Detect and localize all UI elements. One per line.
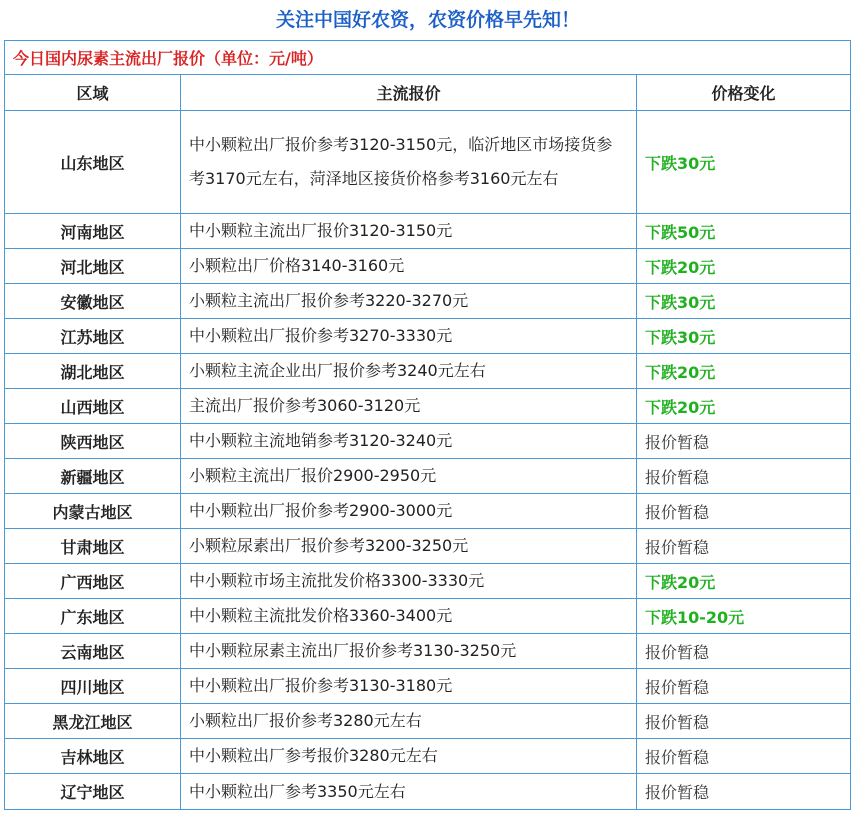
region-cell: 云南地区 xyxy=(5,634,181,669)
quote-cell: 中小颗粒出厂报价参考3130-3180元 xyxy=(181,669,637,704)
table-row xyxy=(5,319,851,354)
region-cell: 山西地区 xyxy=(5,389,181,424)
quote-cell: 中小颗粒出厂报价参考3270-3330元 xyxy=(181,319,637,354)
price-change-cell: 报价暂稳 xyxy=(637,704,851,739)
table-row xyxy=(5,564,851,599)
price-change-cell: 下跌20元 xyxy=(637,249,851,284)
region-cell: 安徽地区 xyxy=(5,284,181,319)
region-cell: 陕西地区 xyxy=(5,424,181,459)
quote-cell: 小颗粒出厂价格3140-3160元 xyxy=(181,249,637,284)
quote-cell: 中小颗粒尿素主流出厂报价参考3130-3250元 xyxy=(181,634,637,669)
quote-cell: 小颗粒主流出厂报价2900-2950元 xyxy=(181,459,637,494)
table-title-row xyxy=(5,41,851,75)
table-body xyxy=(5,41,851,810)
region-cell: 广东地区 xyxy=(5,599,181,634)
price-change-cell: 下跌30元 xyxy=(637,284,851,319)
table-row xyxy=(5,284,851,319)
region-cell: 山东地区 xyxy=(5,111,181,214)
quote-cell: 中小颗粒主流出厂报价3120-3150元 xyxy=(181,214,637,249)
table-row xyxy=(5,529,851,564)
column-header-change: 价格变化 xyxy=(637,75,851,111)
price-change-cell: 下跌50元 xyxy=(637,214,851,249)
price-change-cell: 下跌20元 xyxy=(637,389,851,424)
region-cell: 甘肃地区 xyxy=(5,529,181,564)
price-change-cell: 下跌30元 xyxy=(637,319,851,354)
quote-cell: 中小颗粒市场主流批发价格3300-3330元 xyxy=(181,564,637,599)
price-change-cell: 下跌20元 xyxy=(637,354,851,389)
column-header-quote: 主流报价 xyxy=(181,75,637,111)
headline: 关注中国好农资，农资价格早先知！ xyxy=(275,9,580,31)
price-change-cell: 报价暂稳 xyxy=(637,424,851,459)
region-cell: 河南地区 xyxy=(5,214,181,249)
region-cell: 辽宁地区 xyxy=(5,774,181,810)
quote-cell: 小颗粒出厂报价参考3280元左右 xyxy=(181,704,637,739)
quote-cell: 中小颗粒出厂报价参考2900-3000元 xyxy=(181,494,637,529)
table-title: 今日国内尿素主流出厂报价（单位：元/吨） xyxy=(5,41,851,75)
price-change-cell: 报价暂稳 xyxy=(637,634,851,669)
region-cell: 湖北地区 xyxy=(5,354,181,389)
table-row xyxy=(5,389,851,424)
region-cell: 内蒙古地区 xyxy=(5,494,181,529)
table-row xyxy=(5,494,851,529)
price-change-cell: 报价暂稳 xyxy=(637,739,851,774)
quote-cell: 中小颗粒出厂参考报价3280元左右 xyxy=(181,739,637,774)
price-change-cell: 报价暂稳 xyxy=(637,494,851,529)
table-row xyxy=(5,704,851,739)
quote-cell: 小颗粒主流出厂报价参考3220-3270元 xyxy=(181,284,637,319)
region-cell: 河北地区 xyxy=(5,249,181,284)
table-row xyxy=(5,669,851,704)
table-row xyxy=(5,459,851,494)
price-change-cell: 下跌20元 xyxy=(637,564,851,599)
table-row xyxy=(5,111,851,214)
table-row xyxy=(5,774,851,810)
table-row xyxy=(5,739,851,774)
table-row xyxy=(5,249,851,284)
region-cell: 新疆地区 xyxy=(5,459,181,494)
table-row xyxy=(5,214,851,249)
quote-cell: 中小颗粒出厂报价参考3120-3150元，临沂地区市场接货参考3170元左右，菏泽地区接货价格参考3160元左右 xyxy=(181,111,637,214)
column-header-region: 区域 xyxy=(5,75,181,111)
price-change-cell: 报价暂稳 xyxy=(637,669,851,704)
region-cell: 四川地区 xyxy=(5,669,181,704)
price-change-cell: 报价暂稳 xyxy=(637,529,851,564)
quote-cell: 小颗粒主流企业出厂报价参考3240元左右 xyxy=(181,354,637,389)
price-change-cell: 报价暂稳 xyxy=(637,774,851,810)
quote-cell: 中小颗粒主流地销参考3120-3240元 xyxy=(181,424,637,459)
region-cell: 广西地区 xyxy=(5,564,181,599)
table-row xyxy=(5,354,851,389)
quote-cell: 中小颗粒出厂参考3350元左右 xyxy=(181,774,637,810)
table-row xyxy=(5,599,851,634)
quote-cell: 中小颗粒主流批发价格3360-3400元 xyxy=(181,599,637,634)
region-cell: 黑龙江地区 xyxy=(5,704,181,739)
quote-cell: 主流出厂报价参考3060-3120元 xyxy=(181,389,637,424)
price-change-cell: 下跌30元 xyxy=(637,111,851,214)
table-row xyxy=(5,634,851,669)
region-cell: 江苏地区 xyxy=(5,319,181,354)
region-cell: 吉林地区 xyxy=(5,739,181,774)
price-table xyxy=(4,40,851,810)
price-change-cell: 下跌10-20元 xyxy=(637,599,851,634)
table-row xyxy=(5,424,851,459)
price-change-cell: 报价暂稳 xyxy=(637,459,851,494)
quote-cell: 小颗粒尿素出厂报价参考3200-3250元 xyxy=(181,529,637,564)
table-header-row xyxy=(5,75,851,111)
